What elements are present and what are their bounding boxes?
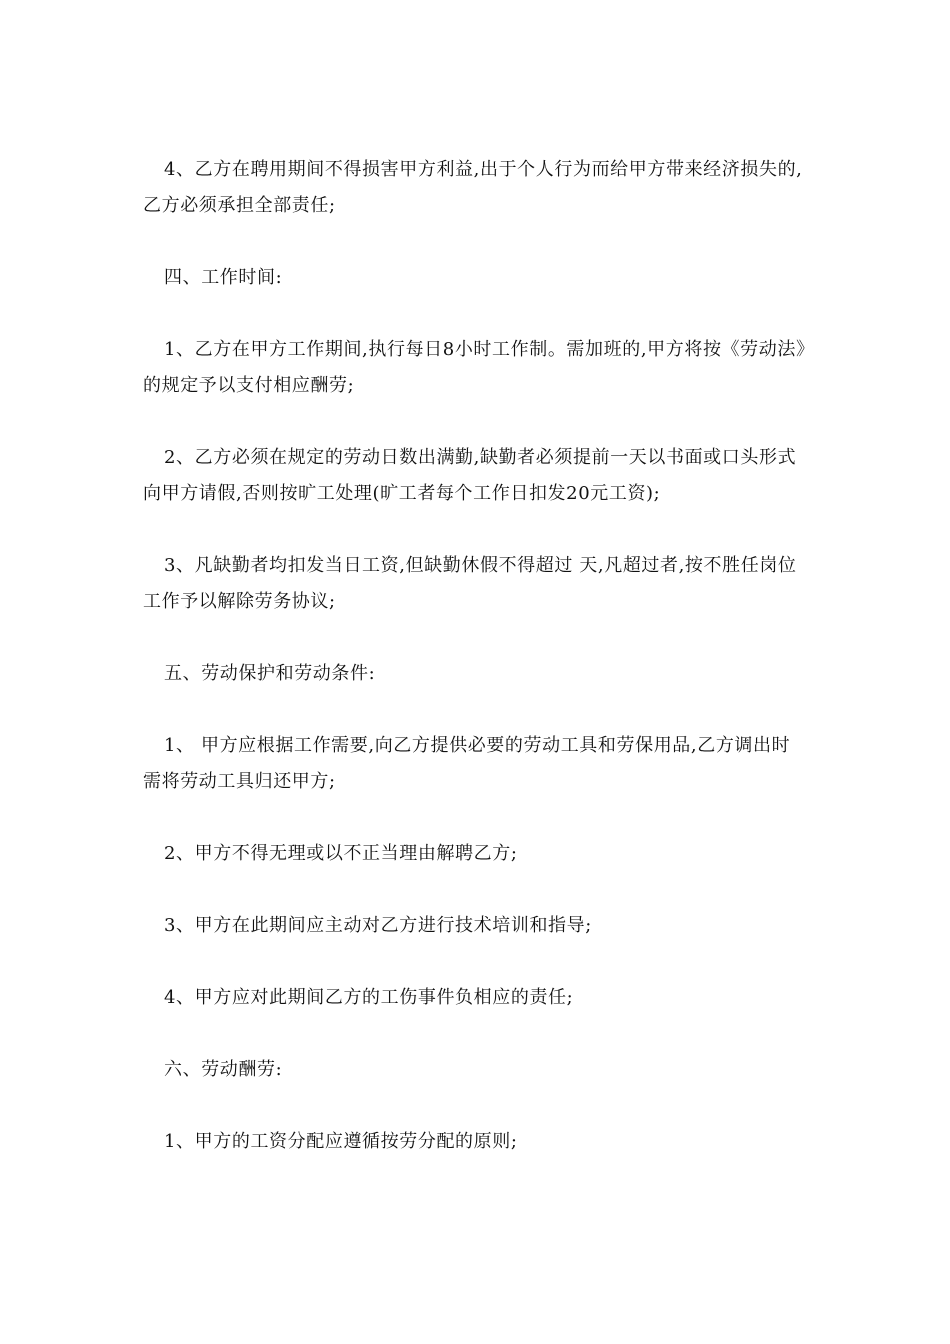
section-heading-labor-protection: 五、劳动保护和劳动条件: [164, 663, 376, 684]
clause-1-tools: 1、 甲方应根据工作需要,向乙方提供必要的劳动工具和劳保用品,乙方调出时需将劳动工具归还甲方; [143, 735, 791, 792]
clause-1-work-schedule: 1、乙方在甲方工作期间,执行每日8小时工作制。需加班的,甲方将按《劳动法》的规定予以支付相应酬劳; [143, 339, 806, 396]
clause-2-attendance: 2、乙方必须在规定的劳动日数出满勤,缺勤者必须提前一天以书面或口头形式向甲方请假,否则按旷工处理(旷工者每个工作日扣发20元工资); [143, 447, 797, 504]
document-body [143, 152, 807, 1196]
clause-1-salary-distribution: 1、甲方的工资分配应遵循按劳分配的原则; [164, 1131, 518, 1152]
clause-4-liability: 4、乙方在聘用期间不得损害甲方利益,出于个人行为而给甲方带来经济损失的,乙方必须承担全部责任; [143, 159, 803, 216]
clause-3-absence: 3、凡缺勤者均扣发当日工资,但缺勤休假不得超过 天,凡超过者,按不胜任岗位工作予以解除劳务协议; [143, 555, 797, 612]
clause-2-dismissal: 2、甲方不得无理或以不正当理由解聘乙方; [164, 843, 518, 864]
clause-4-injury: 4、甲方应对此期间乙方的工伤事件负相应的责任; [164, 987, 574, 1008]
section-heading-remuneration: 六、劳动酬劳: [164, 1059, 283, 1080]
section-heading-working-hours: 四、工作时间: [164, 267, 283, 288]
clause-3-training: 3、甲方在此期间应主动对乙方进行技术培训和指导; [164, 915, 592, 936]
